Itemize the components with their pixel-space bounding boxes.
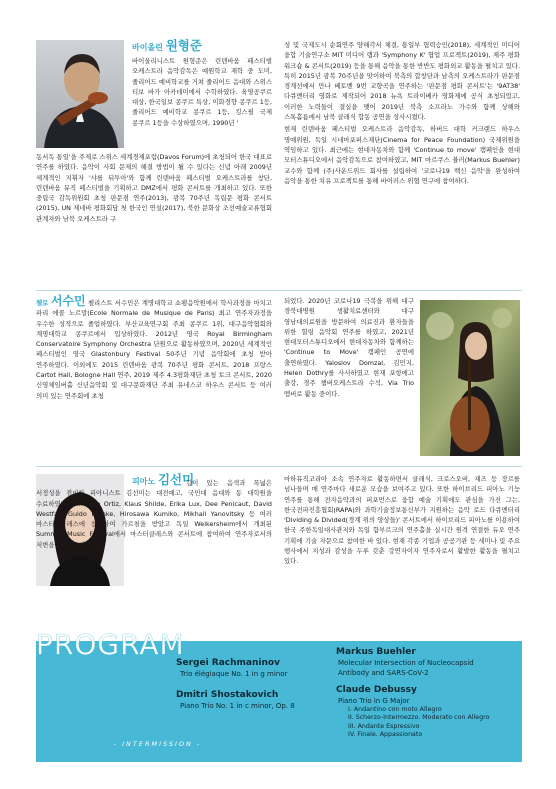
- debussy-movement: IV. Finale. Appassionato: [348, 731, 423, 739]
- work-buehler: Molecular Intersection of Nucleocapsid Antibody and SARS-CoV-2: [338, 659, 474, 677]
- seo-bio: 첼리스트 서수민은 계명대학교 쇼팽음악원에서 학사과정을 마치고 파리 에콜 노르말(Ecole Normale de Musique de Paris) 최고 연주자과정을 우수한 성적으로 졸업하였다. 부산교육연구회 주최 콩쿠르 1위, 대구음악협회와 계명대학교 콩쿠르에서 입상하였다. 2012년 영국 Royal Birmingham Conservatoire Symphony Orchestra 단원으로 활동하였으며, 2020년 세계적인 페스티벌인 영국 Glastonbury Festival 50주년 기념 음악회에 초청 받아 연주하였다. 이외에도 2015 린덴바움 광복 70주년 평화 콘서트, 2018 프랑스 Cartot Hall, Bologne Hall 연주, 2019 제주 4.3평화재단 초청 토크 콘서트, 2020 신영체임버홀 신년음악회 및 대구문화재단 주최 유네스코 하우스 콘서트 등 여러 의미 있는 연주회에 초청: [36, 299, 272, 400]
- won-bio-now: 현재 린덴바움 페스티벌 오케스트라 음악감독, 하버드 대학 커크랜드 하우스 명예위원, 독일 시네마포퍼스재단(Cinema for Peace Foundation) 국제위원을 역임하고 있다. 최근에는 현대자동차와 함께 'Continue to move' 캠페인을 현대 모터스튜디오에서 음악감독으로 참여하였고, MIT 마르쿠스 뷸러(Markus Buehler) 교수와 함께 (주)사운드위드 회사를 설립하여 '코로나19 백신 음악'을 완성하여 음악을 통한 치유 프로젝트를 통해 바이러스 위협 연구에 참여하다.: [284, 125, 520, 185]
- debussy-movement: I. Andantino con moto Allegro: [348, 706, 442, 713]
- debussy-movement: II. Scherzo-Intermezzo. Moderato con Allegro: [348, 714, 490, 722]
- kim-bio: 깊이 있는 음색과 폭넓은 서정성을 겸비한 피아니스트 김선미는 대전예고, 국민대 음대와 동 대학원을 수료하였다. Christina Ortiz, Klaus Shilde, Erika Lux, Dee Penicaut, David Westfall, Guido Heinke, Hirosawa Kumiko, Mikhail Yanovitsky 등 여러 마스터 클래스에 참가하여 가르침을 받았고 독일 Weikersheim에서 개최된 Summer Music Festival에서 마스터클래스와 콘서트에 참여하여 연주자로서의 저변을 넓혔다. 야: [36, 479, 272, 549]
- won-bio-cont: 성 및 국제도시 순회연주 양해각서 체결, 통일부 협력승인(2018), 세계적인 미디어 융합 기술연구소 MIT 미디어 랩과 'Symphony K' 협업 프로젝트(2019), 제주 평화 워크숍 & 콘서트(2019) 등을 통해 음악을 통한 반반도 평화외교 활동을 펼치고 있다. 특히 2015년 광복 70주년을 맞이하여 북측의 합창단과 남측의 오케스트라가 판문점 경계선에서 만나 베토벤 9번 교향곡을 연주하는 '판문점 평화 콘서트'는 '9AT38' 다큐멘터리 영화로 제작되어 2018 뉴욕 트라이베카 영화제에 공식 초청되었고, 이러한 노력들이 결실을 맺어 2019년 북측 소프라노 가수와 함께 상해와 스톡홀름에서 남북 클래식 합동 공연을 성사시켰다.: [284, 41, 520, 122]
- kim-bio-block: [36, 478, 272, 550]
- divider-1: [36, 290, 522, 291]
- won-name: 원형준: [165, 38, 202, 53]
- seo-bio-cont: 되었다. 2020년 코로나19 극복을 위해 대구 경북대병원 생활치료센터와 대구 영남대의료원을 방문하여 의료진과 환자들을 위한 힐링 음악회 연주를 하였고, 2021년 현대모터스튜디오에서 현대자동차와 함께하는 'Continue to Move' 캠페인 공연에 출연하였다. Yaloslov Domzal, 김민지, Helen Dothry를 사사하였고 현재 포항에고 출강, 경주 챔버오케스트라 수석, Via Trio 멤버로 활동 중이다.: [284, 297, 414, 398]
- seo-heading: [36, 294, 86, 308]
- program-left: [176, 657, 336, 711]
- won-heading: [132, 40, 272, 54]
- debussy-movement: III. Andante Espressivo: [348, 722, 420, 730]
- composer-rachmaninov: Sergei Rachmaninov: [176, 658, 280, 668]
- composer-shostakovich: Dmitri Shostakovich: [176, 690, 279, 700]
- seo-sumin-photo: [420, 300, 520, 456]
- won-bio-full: 동서독 통일'을 주제로 스위스 세계경제포럼(Davos Forum)에 초청되어 한국 대표로 연주를 하였다. 음악이 사회 문제의 해결 방법이 될 수 있다는 신념 아래 2009년 세계적인 지휘자 '샤를 뒤투아'와 함께 린덴바움 페스티벌 오케스트라를 창단, 린덴바움 뮤직 페스티벌을 기획하고 DMZ에서 평화 콘서트를 개최하고 있다. 또한 중립국 감독위원회 초청 판문점 연주(2013), 광복 70주년 독립문 평화 콘서트(2015), UN 제네바 평화회담 첫 한국인 연설(2017), 북한 문화상 조선예술교류협회 관계자와 남북 오케스트라 구: [36, 153, 272, 223]
- won-hyungjoon-photo: [36, 40, 124, 148]
- kim-role: 피아노: [132, 477, 156, 486]
- program-right: [336, 646, 516, 740]
- program-title: PROGRAM: [36, 628, 185, 661]
- work-debussy: Piano Trio in G Major: [338, 697, 410, 705]
- work-shostakovich: Piano Trio No. 1 in c minor, Op. 8: [180, 702, 295, 710]
- won-role: 바이올린: [132, 43, 163, 52]
- intermission-label: - INTERMISSION -: [113, 740, 202, 748]
- seo-bio-block: [36, 296, 272, 401]
- seo-name: 서수민: [50, 294, 86, 308]
- kim-bio-cont: 마하뮤직코리아 소속 연주자로 활동하면서 클래식, 크로스오버, 재즈 등 장르를 넘나들며 매 연주마다 새로운 모습을 보여주고 있다. 또한 하이브리드 피아노 기능 연주를 통해 전자음악과의 퍼포먼스로 융합 예술 기획에도 관심을 가진 그는, 한국전파진흥협회(RAPA)와 과학기술정보통신부가 지원하는 음악 로드 다큐멘터리 'Dividing & Divided(경계 위의 양상들)' 콘서트에서 하이브리드 피아노를 이용하여 한국 주한독일대사관저와 독일 함부르크의 연주홀을 실시간 원격 연결한 듀오 연주 기획에 기술 자문으로 참여한 바 있다. 현재 각종 기업과 공공기관 등 세미나 및 주요 행사에서 지성과 감성을 두루 갖춘 강연자이자 연주자로서 활발한 활동을 펼치고 있다.: [284, 475, 520, 566]
- won-bio-top: 바이올리니스트 원형준은 린덴바움 페스티벌 오케스트라 음악감독은 예원학교 재학 중 도미, 줄리어드 예비학교를 거쳐 줄리어드 음대와 스위스 티보 바가 아카데미에서 수학하였다. 육영공쿠르 대상, 한국일보 콩쿠르 특상, 이화경향 콩쿠르 1등, 줄리어드 예비학교 콩쿠르 1등, 킹스필 국제 콩쿠르 1등을 수상하였으며, 1990년 ': [132, 57, 272, 127]
- divider-2: [36, 466, 522, 467]
- composer-buehler: Markus Buehler: [336, 647, 416, 657]
- composer-debussy: Claude Debussy: [336, 685, 417, 695]
- seo-role: 첼로: [36, 299, 49, 307]
- kim-name: 김선미: [157, 472, 195, 487]
- work-rachmaninov: Trio élégiaque No. 1 in g minor: [180, 670, 288, 678]
